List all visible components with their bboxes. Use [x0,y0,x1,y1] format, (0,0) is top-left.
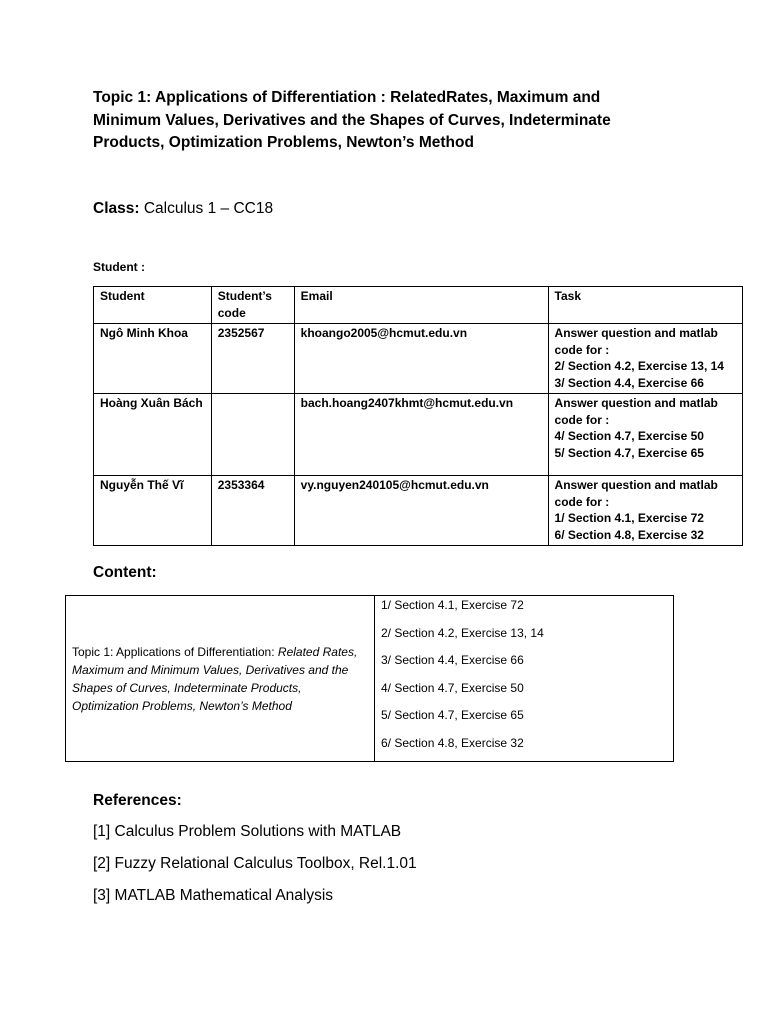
content-label: Content: [93,564,157,581]
table-row [94,394,743,476]
section-item: 6/ Section 4.8, Exercise 32 [381,735,524,750]
student-label: Student : [93,260,145,274]
student-code: 2353364 [211,476,294,546]
task-line: Answer question and matlab code for : [554,326,718,357]
class-label: Class: [93,200,140,217]
section-item: 4/ Section 4.7, Exercise 50 [381,680,524,695]
task-line: 6/ Section 4.8, Exercise 32 [554,527,704,542]
task-line: 4/ Section 4.7, Exercise 50 [554,429,704,443]
task-line: 1/ Section 4.1, Exercise 72 [554,511,704,525]
content-topic-italic: Related Rates, Maximum and Minimum Values, Derivatives and the Shapes of Curves, Indeterminate Products, Optimization Problems, Newton’s Method [72,644,358,713]
student-task [548,476,742,546]
student-name: Ngô Minh Khoa [94,324,212,394]
student-name: Nguyễn Thế Vĩ [94,476,212,546]
section-item: 3/ Section 4.4, Exercise 66 [381,653,524,667]
table-row [94,324,743,394]
topic-heading: Topic 1: Applications of Differentiation : RelatedRates, Maximum and Minimum Values, Derivatives and the Shapes of Curves, Indeterminate Products, Optimization Problems, Newton’s Method [93,89,611,151]
content-sections [375,596,674,762]
task-line: 5/ Section 4.7, Exercise 65 [554,445,704,460]
task-line: Answer question and matlab code for : [554,478,718,509]
student-code: 2352567 [211,324,294,394]
student-task [548,394,742,476]
student-email: khoango2005@hcmut.edu.vn [294,324,548,394]
reference-item: [1] Calculus Problem Solutions with MATLAB [93,823,402,840]
student-code [211,394,294,476]
references-heading: References: [93,792,182,809]
reference-item: [3] MATLAB Mathematical Analysis [93,887,334,904]
class-value: Calculus 1 – CC18 [143,200,274,217]
reference-item: [2] Fuzzy Relational Calculus Toolbox, Rel.1.01 [93,855,417,872]
student-task [548,324,742,394]
content-row [66,596,674,762]
header-code: Student’s code [211,287,294,324]
references [93,792,417,918]
content-topic [66,596,375,762]
section-item: 1/ Section 4.1, Exercise 72 [381,598,524,612]
task-line: 2/ Section 4.2, Exercise 13, 14 [554,359,724,373]
task-line: Answer question and matlab code for : [554,396,718,427]
header-email: Email [294,287,548,324]
content-table [65,595,674,762]
section-item: 5/ Section 4.7, Exercise 65 [381,708,524,722]
header-student: Student [94,287,212,324]
header-task: Task [548,287,742,324]
student-email: vy.nguyen240105@hcmut.edu.vn [294,476,548,546]
students-table [93,286,743,546]
section-item: 2/ Section 4.2, Exercise 13, 14 [381,625,544,640]
task-line: 3/ Section 4.4, Exercise 66 [554,375,704,390]
student-name: Hoàng Xuân Bách [94,394,212,476]
table-row [94,476,743,546]
student-email: bach.hoang2407khmt@hcmut.edu.vn [294,394,548,476]
students-table-header [94,287,743,324]
content-topic-prefix: Topic 1: Applications of Differentiation: [72,644,278,659]
class-line [93,200,273,218]
